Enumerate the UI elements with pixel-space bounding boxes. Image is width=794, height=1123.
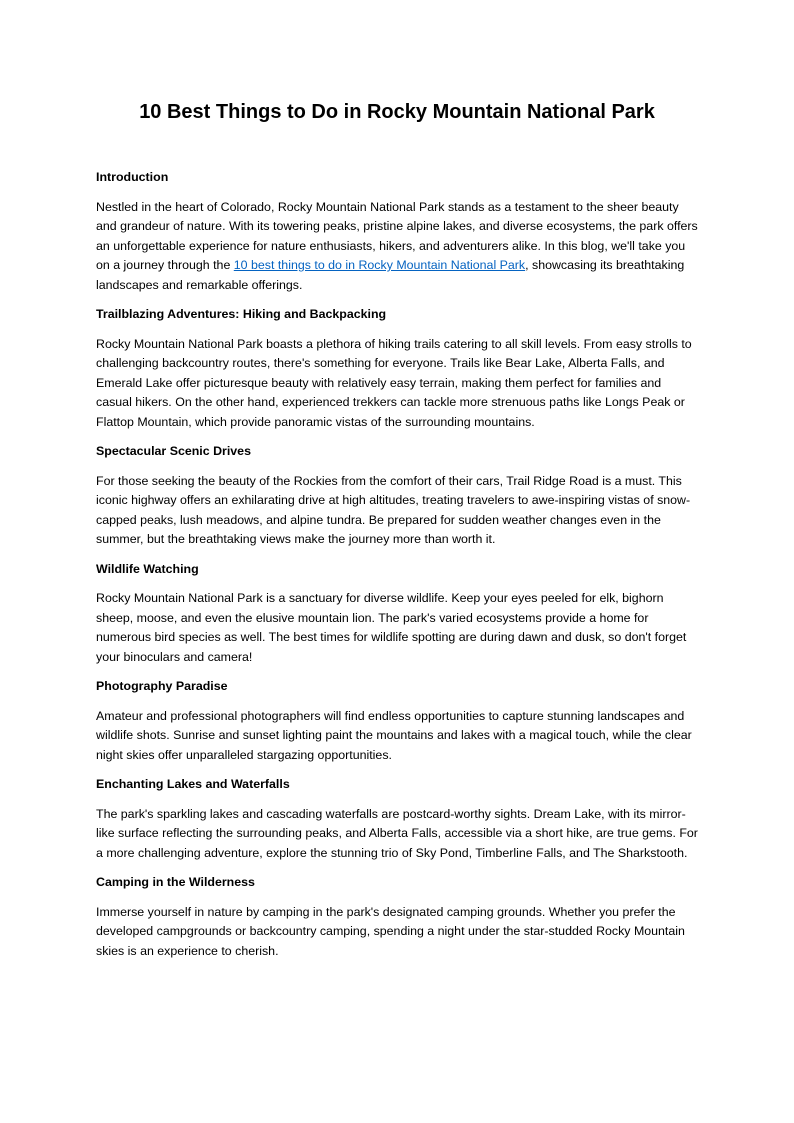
section-heading-hiking: Trailblazing Adventures: Hiking and Backpacking bbox=[96, 307, 387, 321]
section-text-wildlife: Rocky Mountain National Park is a sanctuary for diverse wildlife. Keep your eyes peeled for elk, bighorn sheep, moose, and even the elusive mountain lion. The park's varied ecosystems provide a home for numerous bird species as well. The best times for wildlife spotting are during dawn and dusk, so don't forget your binoculars and camera! bbox=[96, 591, 687, 664]
section-heading-camping: Camping in the Wilderness bbox=[96, 875, 255, 889]
section-heading-photography: Photography Paradise bbox=[96, 679, 228, 693]
section-text-drives: For those seeking the beauty of the Rockies from the comfort of their cars, Trail Ridge Road is a must. This iconic highway offers an exhilarating drive at high altitudes, treating travelers to awe-inspiring vistas of snow-capped peaks, lush meadows, and alpine tundra. Be prepared for sudden weather changes even in the summer, but the breathtaking views make the journey more than worth it. bbox=[96, 473, 691, 546]
intro-text-after-link: , showcasing its breathtaking landscapes and remarkable offerings. bbox=[96, 258, 685, 292]
document-body bbox=[96, 168, 700, 971]
intro-text-before-link: Nestled in the heart of Colorado, Rocky Mountain National Park stands as a testament to the sheer beauty and grandeur of nature. With its towering peaks, pristine alpine lakes, and diverse ecosystems, the park offers an unforgettable experience for nature enthusiasts, hikers, and adventurers alike. In this blog, we'll take you on a journey through the bbox=[96, 199, 698, 272]
section-heading-wildlife: Wildlife Watching bbox=[96, 561, 199, 576]
best-things-link[interactable]: 10 best things to do in Rocky Mountain National Park bbox=[233, 258, 526, 272]
section-heading-introduction: Introduction bbox=[96, 170, 169, 184]
section-text-lakes: The park's sparkling lakes and cascading waterfalls are postcard-worthy sights. Dream Lake, with its mirror-like surface reflecting the surrounding peaks, and Alberta Falls, accessible via a short hike, are true gems. For a more challenging adventure, explore the stunning trio of Sky Pond, Timberline Falls, and The Sharkstooth. bbox=[96, 806, 698, 860]
section-heading-lakes: Enchanting Lakes and Waterfalls bbox=[96, 777, 290, 791]
section-text-introduction bbox=[96, 198, 700, 296]
section-text-photography: Amateur and professional photographers will find endless opportunities to capture stunning landscapes and wildlife shots. Sunrise and sunset lighting paint the mountains and lakes with a magical touch, while the clear night skies offer unparalleled stargazing opportunities. bbox=[96, 708, 692, 762]
page-title: 10 Best Things to Do in Rocky Mountain National Park bbox=[139, 101, 655, 123]
section-heading-drives: Spectacular Scenic Drives bbox=[96, 444, 251, 458]
section-text-camping: Immerse yourself in nature by camping in the park's designated camping grounds. Whether you prefer the developed campgrounds or backcountry camping, spending a night under the star-studded Rocky Mountain skies is an experience to cherish. bbox=[96, 904, 685, 958]
section-text-hiking: Rocky Mountain National Park boasts a plethora of hiking trails catering to all skill levels. From easy strolls to challenging backcountry routes, there's something for everyone. Trails like Bear Lake, Alberta Falls, and Emerald Lake offer picturesque beauty with relatively easy terrain, making them perfect for families and casual hikers. On the other hand, experienced trekkers can tackle more strenuous paths like Longs Peak or Flattop Mountain, which provide panoramic vistas of the surrounding mountains. bbox=[96, 336, 692, 429]
